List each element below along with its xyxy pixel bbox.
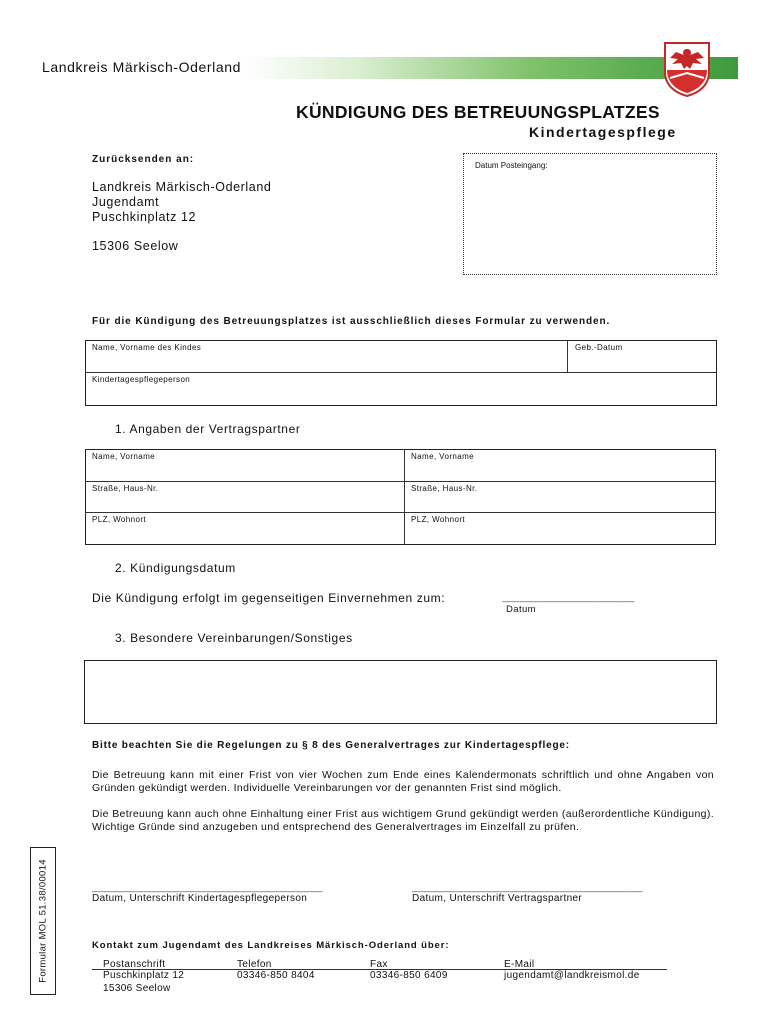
regulations-paragraph: Die Betreuung kann mit einer Frist von vier Wochen zum Ende eines Kalendermonats schriftlich und ohne Angaben von Gründen gekündigt werden. Individuelle Vereinbarungen vor der genannten Frist sind möglich.: [92, 769, 714, 794]
region-name: Landkreis Märkisch-Oderland: [42, 59, 242, 75]
divider: [85, 481, 716, 482]
caregiver-field[interactable]: Kindertagespflegeperson: [92, 375, 191, 384]
phone-number: 03346-850 8404: [237, 970, 315, 981]
termination-text: Die Kündigung erfolgt im gegenseitigen Einvernehmen zum:: [92, 591, 446, 605]
form-subtitle: Kindertagespflege: [529, 124, 677, 140]
signature-line-caregiver[interactable]: ________________________________________: [92, 882, 323, 893]
divider: [85, 512, 716, 513]
signature-line-partner[interactable]: ________________________________________: [412, 882, 643, 893]
address-line: Puschkinplatz 12: [92, 210, 197, 224]
parties-table: [85, 449, 716, 545]
postal-city: 15306 Seelow: [103, 983, 171, 994]
divider: [404, 449, 405, 545]
party1-name-field[interactable]: Name, Vorname: [92, 452, 156, 461]
section-3-heading: 3. Besondere Vereinbarungen/Sonstiges: [115, 631, 353, 645]
contact-heading: Kontakt zum Jugendamt des Landkreises Märkisch-Oderland über:: [92, 940, 450, 951]
signature-caption-partner: Datum, Unterschrift Vertragspartner: [412, 893, 583, 904]
child-dob-field[interactable]: Geb.-Datum: [575, 343, 623, 352]
coat-of-arms-icon: [662, 40, 712, 98]
party2-name-field[interactable]: Name, Vorname: [411, 452, 475, 461]
address-line: Landkreis Märkisch-Oderland: [92, 180, 272, 194]
fax-label: Fax: [370, 959, 388, 970]
receipt-stamp-box: [463, 153, 717, 275]
section-2-heading: 2. Kündigungsdatum: [115, 561, 236, 575]
fax-number: 03346-850 6409: [370, 970, 448, 981]
divider: [567, 340, 568, 372]
email-address[interactable]: jugendamt@landkreismol.de: [504, 970, 640, 981]
party2-city-field[interactable]: PLZ, Wohnort: [411, 515, 466, 524]
divider: [85, 372, 717, 373]
party2-street-field[interactable]: Straße, Haus-Nr.: [411, 484, 478, 493]
phone-label: Telefon: [237, 959, 272, 970]
address-line: Jugendamt: [92, 195, 160, 209]
postal-label: Postanschrift: [103, 959, 166, 970]
regulations-heading: Bitte beachten Sie die Regelungen zu § 8 des Generalvertrages zur Kindertagespflege:: [92, 740, 570, 751]
termination-date-field[interactable]: _______________________: [502, 592, 635, 603]
party1-city-field[interactable]: PLZ, Wohnort: [92, 515, 147, 524]
address-line: 15306 Seelow: [92, 239, 179, 253]
regulations-paragraph: Die Betreuung kann auch ohne Einhaltung einer Frist aus wichtigem Grund gekündigt werden (außerordentliche Kündigung). Wichtige Gründe sind anzugeben und entsprechend des Generalvertrages im Einzelfall zu prüfen.: [92, 808, 714, 833]
agreements-field[interactable]: [84, 660, 717, 724]
party1-street-field[interactable]: Straße, Haus-Nr.: [92, 484, 159, 493]
section-1-heading: 1. Angaben der Vertragspartner: [115, 422, 301, 436]
postal-street: Puschkinplatz 12: [103, 970, 185, 981]
form-id-box: [30, 847, 56, 995]
signature-caption-caregiver: Datum, Unterschrift Kindertagespflegeperson: [92, 893, 308, 904]
return-label: Zurücksenden an:: [92, 154, 195, 165]
receipt-date-label: Datum Posteingang:: [475, 161, 548, 170]
form-id: Formular MOL 51.38/00014: [37, 859, 49, 983]
email-label: E-Mail: [504, 959, 535, 970]
date-caption: Datum: [506, 604, 536, 615]
form-title: KÜNDIGUNG DES BETREUUNGSPLATZES: [296, 102, 660, 122]
child-name-field[interactable]: Name, Vorname des Kindes: [92, 343, 202, 352]
usage-notice: Für die Kündigung des Betreuungsplatzes ist ausschließlich dieses Formular zu verwenden.: [92, 316, 611, 327]
